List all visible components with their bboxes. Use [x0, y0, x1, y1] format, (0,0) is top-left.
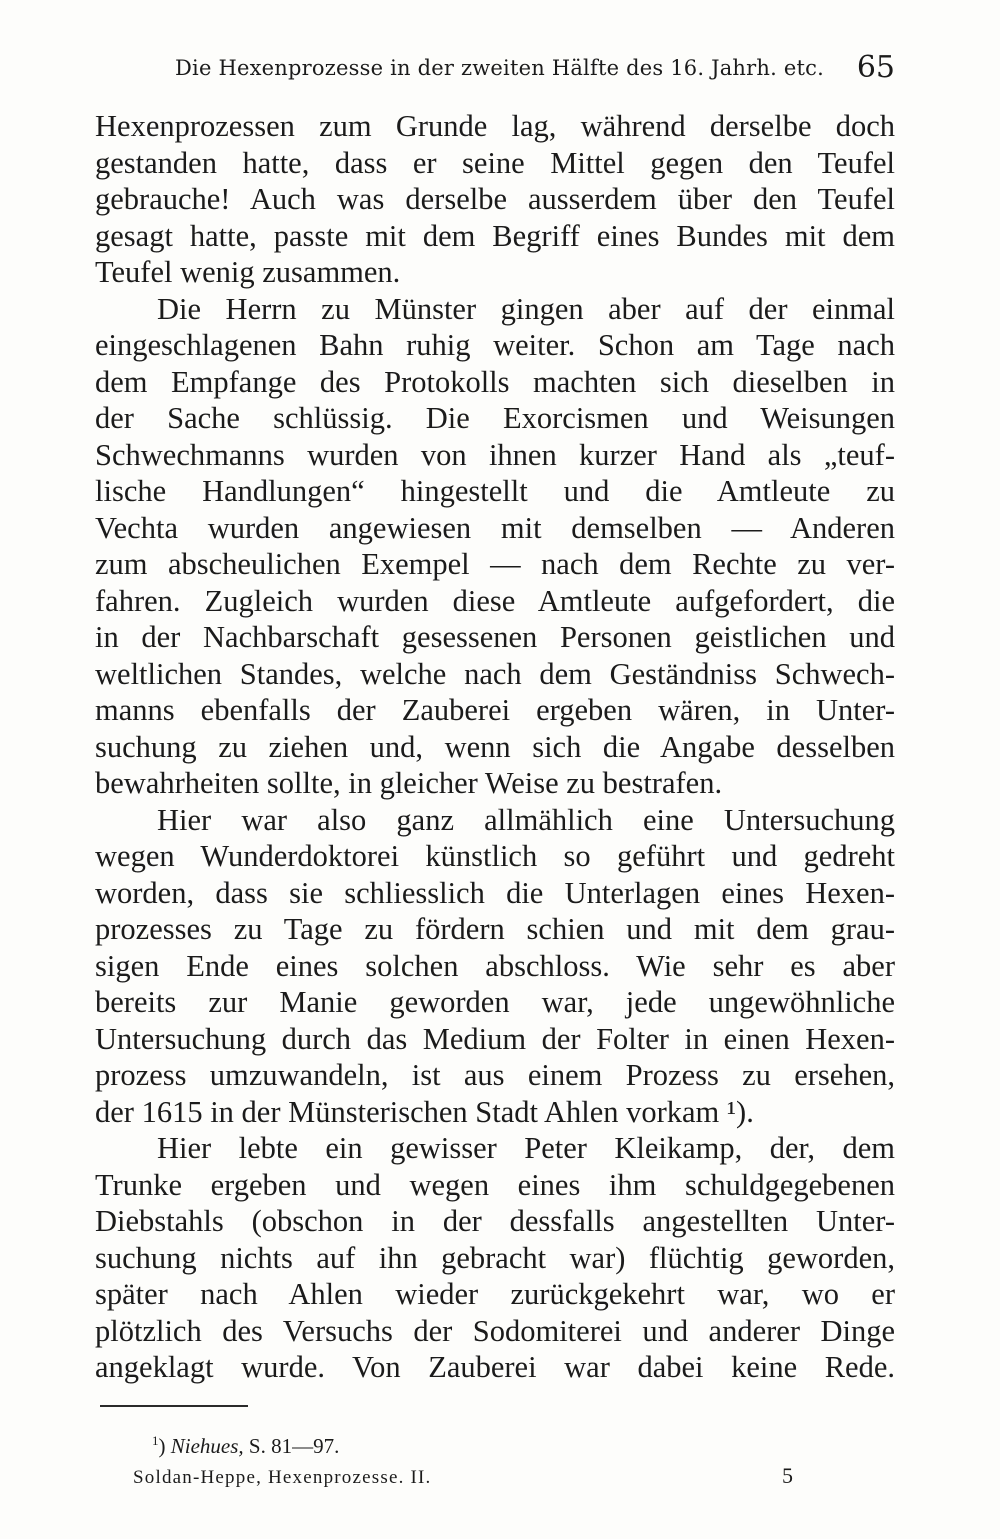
- footnote-marker: 1: [152, 1433, 159, 1448]
- text-line: Untersuchung durch das Medium der Folter in einen Hexen-: [95, 1021, 895, 1056]
- text-line: bereits zur Manie geworden war, jede ungewöhnliche: [95, 985, 895, 1019]
- text-line: Hexenprozessen zum Grunde lag, während derselbe doch: [95, 109, 895, 143]
- text-line: dem Empfange des Protokolls machten sich dieselben in: [95, 364, 895, 399]
- footnote-rule: [100, 1405, 248, 1407]
- text-line: sigen Ende eines solchen abschloss. Wie sehr es aber: [95, 948, 895, 983]
- text-line: Die Herrn zu Münster gingen aber auf der einmal: [157, 291, 895, 326]
- text-line: fahren. Zugleich wurden diese Amtleute aufgefordert, die: [95, 583, 895, 618]
- text-line: Hier lebte ein gewisser Peter Kleikamp, der, dem: [157, 1131, 895, 1165]
- footnote-author: Niehues,: [170, 1434, 244, 1458]
- footnote-reference: S. 81—97.: [243, 1434, 340, 1458]
- text-line: Teufel wenig zusammen.: [95, 255, 401, 289]
- text-line: lische Handlungen“ hingestellt und die Amtleute zu: [95, 474, 895, 508]
- text-line: suchung nichts auf ihn gebracht war) flüchtig geworden,: [95, 1240, 895, 1275]
- text-line: bewahrheiten sollte, in gleicher Weise zu bestrafen.: [95, 766, 723, 800]
- page-header: [175, 50, 895, 86]
- text-line: Diebstahls (obschon in der dessfalls angestellten Unter-: [95, 1204, 895, 1238]
- text-line: manns ebenfalls der Zauberei ergeben wären, in Unter-: [95, 693, 895, 727]
- text-line: Hier war also ganz allmählich eine Untersuchung: [157, 802, 895, 837]
- body-text: [95, 108, 895, 1386]
- text-line: später nach Ahlen wieder zurückgekehrt war, wo er: [95, 1277, 895, 1311]
- signature-number: 5: [782, 1463, 793, 1488]
- text-line: angeklagt wurde. Von Zauberei war dabei keine Rede.: [95, 1350, 895, 1384]
- page-number: 65: [856, 50, 895, 85]
- text-line: wegen Wunderdoktorei künstlich so geführt und gedreht: [95, 839, 895, 873]
- text-line: gestanden hatte, dass er seine Mittel gegen den Teufel: [95, 145, 895, 180]
- text-line: Vechta wurden angewiesen mit demselben — Anderen: [95, 510, 895, 545]
- text-line: plötzlich des Versuchs der Sodomiterei und anderer Dinge: [95, 1313, 895, 1348]
- text-line: Trunke ergeben und wegen eines ihm schuldgegebenen: [95, 1167, 895, 1202]
- text-line: weltlichen Standes, welche nach dem Geständniss Schwech-: [95, 656, 895, 691]
- text-line: worden, dass sie schliesslich die Unterlagen eines Hexen-: [95, 875, 895, 910]
- text-line: prozesses zu Tage zu fördern schien und mit dem grau-: [95, 912, 895, 946]
- running-title: Die Hexenprozesse in der zweiten Hälfte des 16. Jahrh. etc.: [175, 56, 824, 80]
- text-line: der Sache schlüssig. Die Exorcismen und Weisungen: [95, 401, 895, 435]
- text-line: zum abscheulichen Exempel — nach dem Rechte zu ver-: [95, 547, 895, 581]
- text-line: prozess umzuwandeln, ist aus einem Prozess zu ersehen,: [95, 1058, 895, 1092]
- text-line: Schwechmanns wurden von ihnen kurzer Hand als „teuf-: [95, 437, 895, 472]
- text-line: suchung zu ziehen und, wenn sich die Angabe desselben: [95, 729, 895, 764]
- signature-text: Soldan-Heppe, Hexenprozesse. II.: [133, 1467, 432, 1488]
- printer-signature: [133, 1463, 793, 1493]
- text-line: gesagt hatte, passte mit dem Begriff eines Bundes mit dem: [95, 218, 895, 253]
- text-line: eingeschlagenen Bahn ruhig weiter. Schon am Tage nach: [95, 328, 895, 362]
- footnote: $^1$) Niehues, S. 81—97.: [152, 1433, 340, 1458]
- text-line: der 1615 in der Münsterischen Stadt Ahlen vorkam ¹).: [95, 1094, 754, 1129]
- text-line: in der Nachbarschaft gesessenen Personen geistlichen und: [95, 620, 895, 654]
- text-line: gebrauche! Auch was derselbe ausserdem über den Teufel: [95, 182, 895, 216]
